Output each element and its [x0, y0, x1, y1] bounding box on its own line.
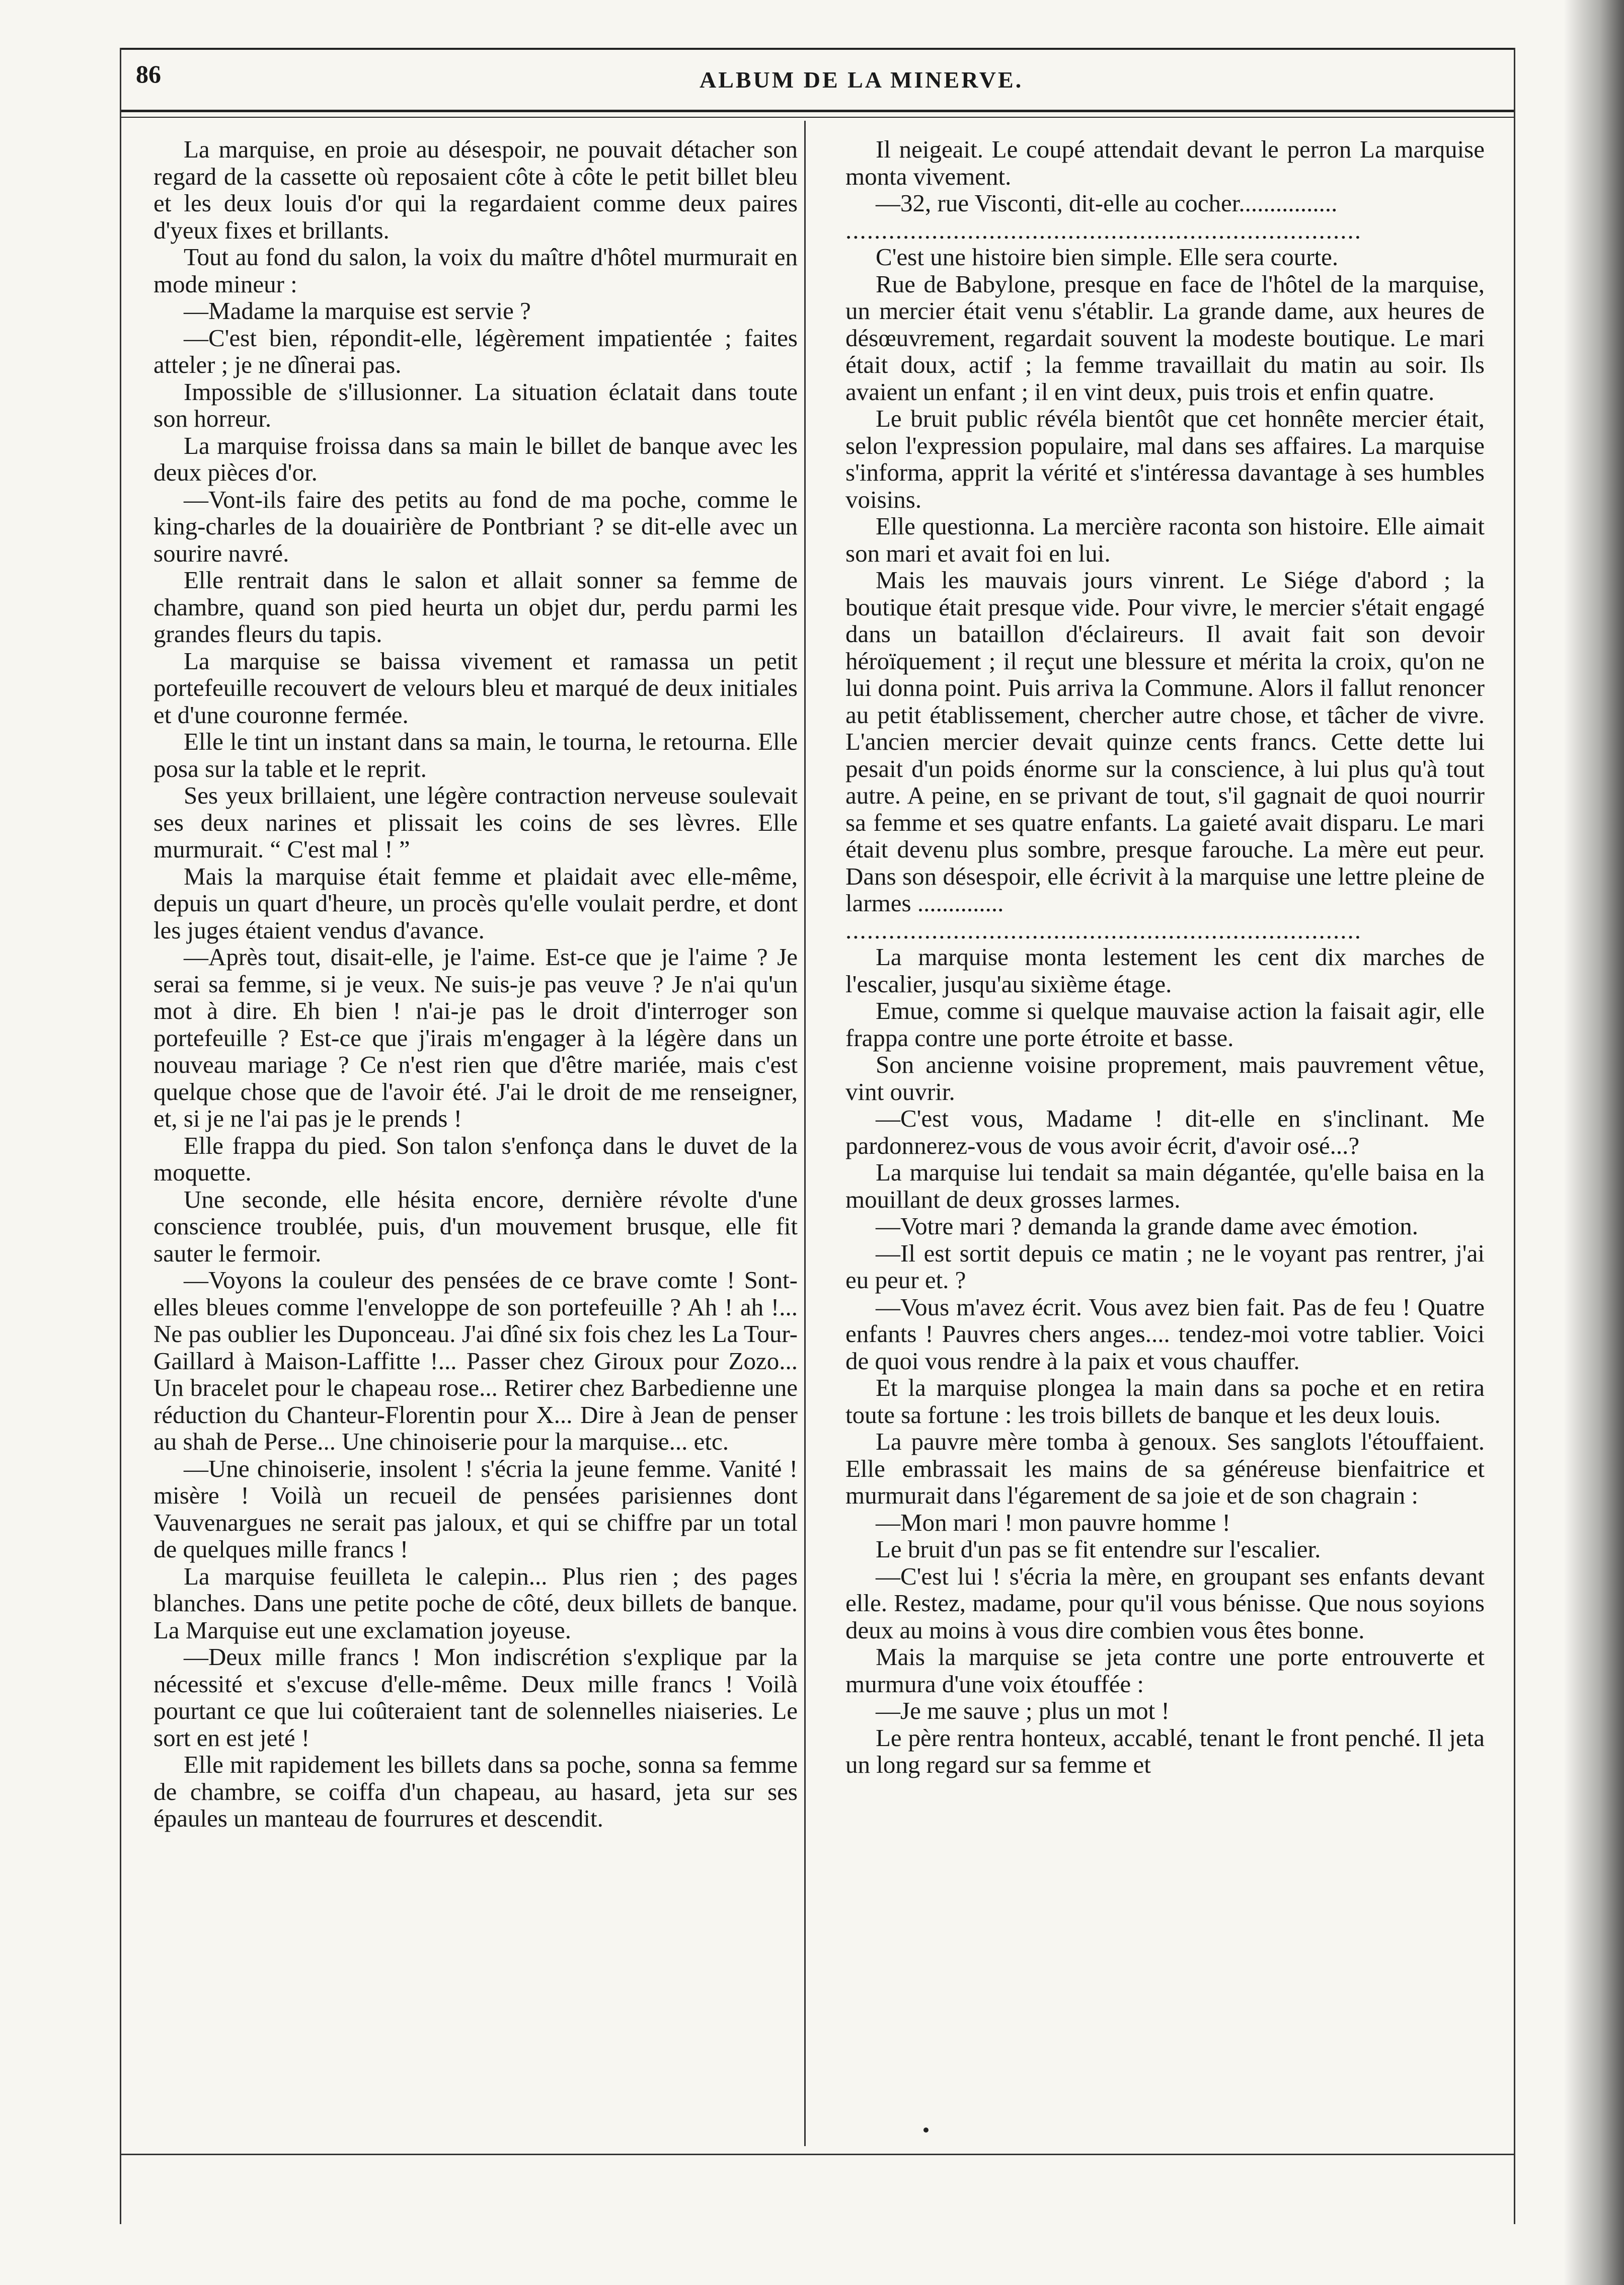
- end-ornament: [923, 2128, 929, 2133]
- paragraph: —Après tout, disait-elle, je l'aime. Est-ce que je l'aime ? Je serai sa femme, si je veux. Ne suis-je pas veuve ? Je n'ai qu'un mot à dire. Eh bien ! n'ai-je pas le droit d'interroger son portefeuille ? Est-ce que j'irais m'engager à la légère dans un nouveau mariage ? Ce n'est rien que d'être mariée, mais c'est quelque chose que de l'avoir été. J'ai le droit de me renseigner, et, si je ne l'ai pas je le prends !: [153, 943, 798, 1132]
- paragraph: —Une chinoiserie, insolent ! s'écria la jeune femme. Vanité ! misère ! Voilà un recueil de pensées parisiennes dont Vauvenargues ne serait pas jaloux, et qui se chiffre par un total de quelques mille francs !: [153, 1454, 798, 1563]
- paragraph: —Mon mari ! mon pauvre homme !: [876, 1508, 1230, 1536]
- paragraph: Ses yeux brillaient, une légère contraction nerveuse soulevait ses deux narines et plissait les coins de ses lèvres. Elle murmurait. “ C'est mal ! ”: [153, 781, 798, 863]
- running-head: ALBUM DE LA MINERVE.: [700, 67, 1024, 93]
- paragraph: La marquise froissa dans sa main le billet de banque avec les deux pièces d'or.: [153, 431, 798, 486]
- paragraph: Elle rentrait dans le salon et allait sonner sa femme de chambre, quand son pied heurta un objet dur, perdu parmi les grandes fleurs du tapis.: [153, 566, 798, 648]
- paragraph: ........................................................................: [845, 916, 1362, 943]
- paragraph: La marquise lui tendait sa main dégantée, qu'elle baisa en la mouillant de deux grosses larmes.: [845, 1158, 1485, 1213]
- paragraph: Elle frappa du pied. Son talon s'enfonça dans le duvet de la moquette.: [153, 1131, 798, 1186]
- paragraph: La marquise monta lestement les cent dix marches de l'escalier, jusqu'au sixième étage.: [845, 943, 1485, 998]
- paragraph: —Vont-ils faire des petits au fond de ma poche, comme le king-charles de la douairière de Pontbriant ? se dit-elle avec un sourire navré.: [153, 485, 798, 567]
- paragraph: —C'est vous, Madame ! dit-elle en s'inclinant. Me pardonnerez-vous de vous avoir écrit, d'avoir osé...?: [845, 1105, 1485, 1159]
- right-frame-rule: [1514, 48, 1515, 2224]
- paragraph: La marquise feuilleta le calepin... Plus rien ; des pages blanches. Dans une petite poche de côté, deux billets de banque. La Marquise eut une exclamation joyeuse.: [153, 1562, 798, 1644]
- column-divider: [804, 121, 806, 2146]
- paragraph: Mais la marquise se jeta contre une porte entrouverte et murmura d'une voix étouffée :: [845, 1643, 1485, 1698]
- paragraph: Son ancienne voisine proprement, mais pauvrement vêtue, vint ouvrir.: [845, 1051, 1485, 1106]
- paragraph: Mais la marquise était femme et plaidait avec elle-même, depuis un quart d'heure, un procès qu'elle voulait perdre, et dont les juges étaient vendus d'avance.: [153, 862, 798, 944]
- page-number: 86: [136, 60, 161, 88]
- header-bottom-rule: [120, 110, 1514, 112]
- paragraph: —Il est sortit depuis ce matin ; ne le voyant pas rentrer, j'ai eu peur et. ?: [845, 1239, 1485, 1294]
- paragraph: Rue de Babylone, presque en face de l'hôtel de la marquise, un mercier était venu s'établir. La grande dame, aux heures de désœuvrement, regardait souvent la modeste boutique. Le mari était doux, actif ; la femme travaillait du matin au soir. Ils avaient un enfant ; il en vint deux, puis trois et enfin quatre.: [845, 270, 1485, 406]
- paragraph: —Je me sauve ; plus un mot !: [876, 1697, 1170, 1724]
- paragraph: Elle mit rapidement les billets dans sa poche, sonna sa femme de chambre, se coiffa d'un chapeau, au hasard, jeta sur ses épaules un manteau de fourrures et descendit.: [153, 1751, 798, 1832]
- paragraph: —32, rue Visconti, dit-elle au cocher................: [876, 189, 1338, 217]
- paragraph: Elle le tint un instant dans sa main, le tourna, le retourna. Elle posa sur la table et le reprit.: [153, 728, 798, 782]
- paragraph: —Votre mari ? demanda la grande dame avec émotion.: [876, 1212, 1419, 1240]
- paragraph: C'est une histoire bien simple. Elle sera courte.: [876, 243, 1339, 271]
- left-column: [153, 136, 798, 1832]
- paragraph: Impossible de s'illusionner. La situation éclatait dans toute son horreur.: [153, 377, 798, 432]
- paragraph: Elle questionna. La mercière raconta son histoire. Elle aimait son mari et avait foi en lui.: [845, 512, 1485, 567]
- paragraph: Emue, comme si quelque mauvaise action la faisait agir, elle frappa contre une porte étroite et basse.: [845, 997, 1485, 1052]
- paragraph: Le bruit d'un pas se fit entendre sur l'escalier.: [876, 1535, 1321, 1563]
- paragraph: Mais les mauvais jours vinrent. Le Siége d'abord ; la boutique était presque vide. Pour vivre, le mercier s'était engagé dans un bataillon d'éclaireurs. Il avait fait son devoir héroïquement ; il reçut une blessure et mérita la croix, qu'on ne lui donna point. Puis arriva la Commune. Alors il fallut renoncer au petit établissement, chercher autre chose, et tâcher de vivre. L'ancien mercier devait quinze cents francs. Cette dette lui pesait d'un poids énorme sur la conscience, à lui plus qu'à tout autre. A peine, en se privant de tout, s'il gagnait de quoi nourrir sa femme et ses quatre enfants. La gaieté avait disparu. Le mari était devenu plus sombre, presque farouche. La mère eut peur. Dans son désespoir, elle écrivit à la marquise une lettre pleine de larmes ..............: [845, 566, 1485, 917]
- paragraph: —C'est bien, répondit-elle, légèrement impatientée ; faites atteler ; je ne dînerai pas.: [153, 324, 798, 378]
- paragraph: Et la marquise plongea la main dans sa poche et en retira toute sa fortune : les trois billets de banque et les deux louis.: [845, 1374, 1485, 1429]
- right-column: [845, 136, 1485, 1778]
- paragraph: La marquise se baissa vivement et ramassa un petit portefeuille recouvert de velours bleu et marqué de deux initiales et d'une couronne fermée.: [153, 647, 798, 729]
- paragraph: Une seconde, elle hésita encore, dernière révolte d'une conscience troublée, puis, d'un mouvement brusque, elle fit sauter le fermoir.: [153, 1185, 798, 1267]
- paragraph: —Vous m'avez écrit. Vous avez bien fait. Pas de feu ! Quatre enfants ! Pauvres chers anges.... tendez-moi votre tablier. Voici de quoi vous rendre à la paix et vous chauffer.: [845, 1293, 1485, 1375]
- paragraph: Le bruit public révéla bientôt que cet honnête mercier était, selon l'expression populaire, mal dans ses affaires. La marquise s'informa, apprit la vérité et s'intéressa davantage à ses humbles voisins.: [845, 405, 1485, 513]
- paragraph: Il neigeait. Le coupé attendait devant le perron La marquise monta vivement.: [845, 135, 1485, 190]
- header-thin-rule: [120, 117, 1514, 118]
- page-edge-shadow: [1564, 0, 1624, 2285]
- paragraph: —C'est lui ! s'écria la mère, en groupant ses enfants devant elle. Restez, madame, pour qu'il vous bénisse. Que nous soyions deux au moins à vous dire combien vous êtes bonne.: [845, 1562, 1485, 1644]
- paragraph: Le père rentra honteux, accablé, tenant le front penché. Il jeta un long regard sur sa femme et: [845, 1723, 1485, 1778]
- paragraph: —Madame la marquise est servie ?: [184, 297, 531, 325]
- paragraph: La marquise, en proie au désespoir, ne pouvait détacher son regard de la cassette où reposaient côte à côte le petit billet bleu et les deux louis d'or qui la regardaient comme deux paires d'yeux fixes et brillants.: [153, 135, 798, 244]
- left-frame-rule: [120, 48, 121, 2224]
- paragraph: —Deux mille francs ! Mon indiscrétion s'explique par la nécessité et s'excuse d'elle-même. Deux mille francs ! Voilà pourtant ce que lui coûteraient tant de solennelles niaiseries. Le sort en est jeté !: [153, 1643, 798, 1752]
- footer-rule: [120, 2154, 1514, 2155]
- paragraph: —Voyons la couleur des pensées de ce brave comte ! Sont-elles bleues comme l'enveloppe de son portefeuille ? Ah ! ah !... Ne pas oublier les Duponceau. J'ai dîné six fois chez les La Tour-Gaillard à Maison-Laffitte !... Passer chez Giroux pour Zozo... Un bracelet pour le chapeau rose... Retirer chez Barbedienne une réduction du Chanteur-Florentin pour X... Dire à Jean de penser au shah de Perse... Une chinoiserie pour la marquise... etc.: [153, 1266, 798, 1455]
- paragraph: ........................................................................: [845, 216, 1362, 244]
- paragraph: La pauvre mère tomba à genoux. Ses sanglots l'étouffaient. Elle embrassait les mains de sa généreuse bienfaitrice et murmurait dans l'égarement de sa joie et de son chagrain :: [845, 1428, 1485, 1509]
- paragraph: Tout au fond du salon, la voix du maître d'hôtel murmurait en mode mineur :: [153, 243, 798, 298]
- header-top-rule: [120, 48, 1514, 50]
